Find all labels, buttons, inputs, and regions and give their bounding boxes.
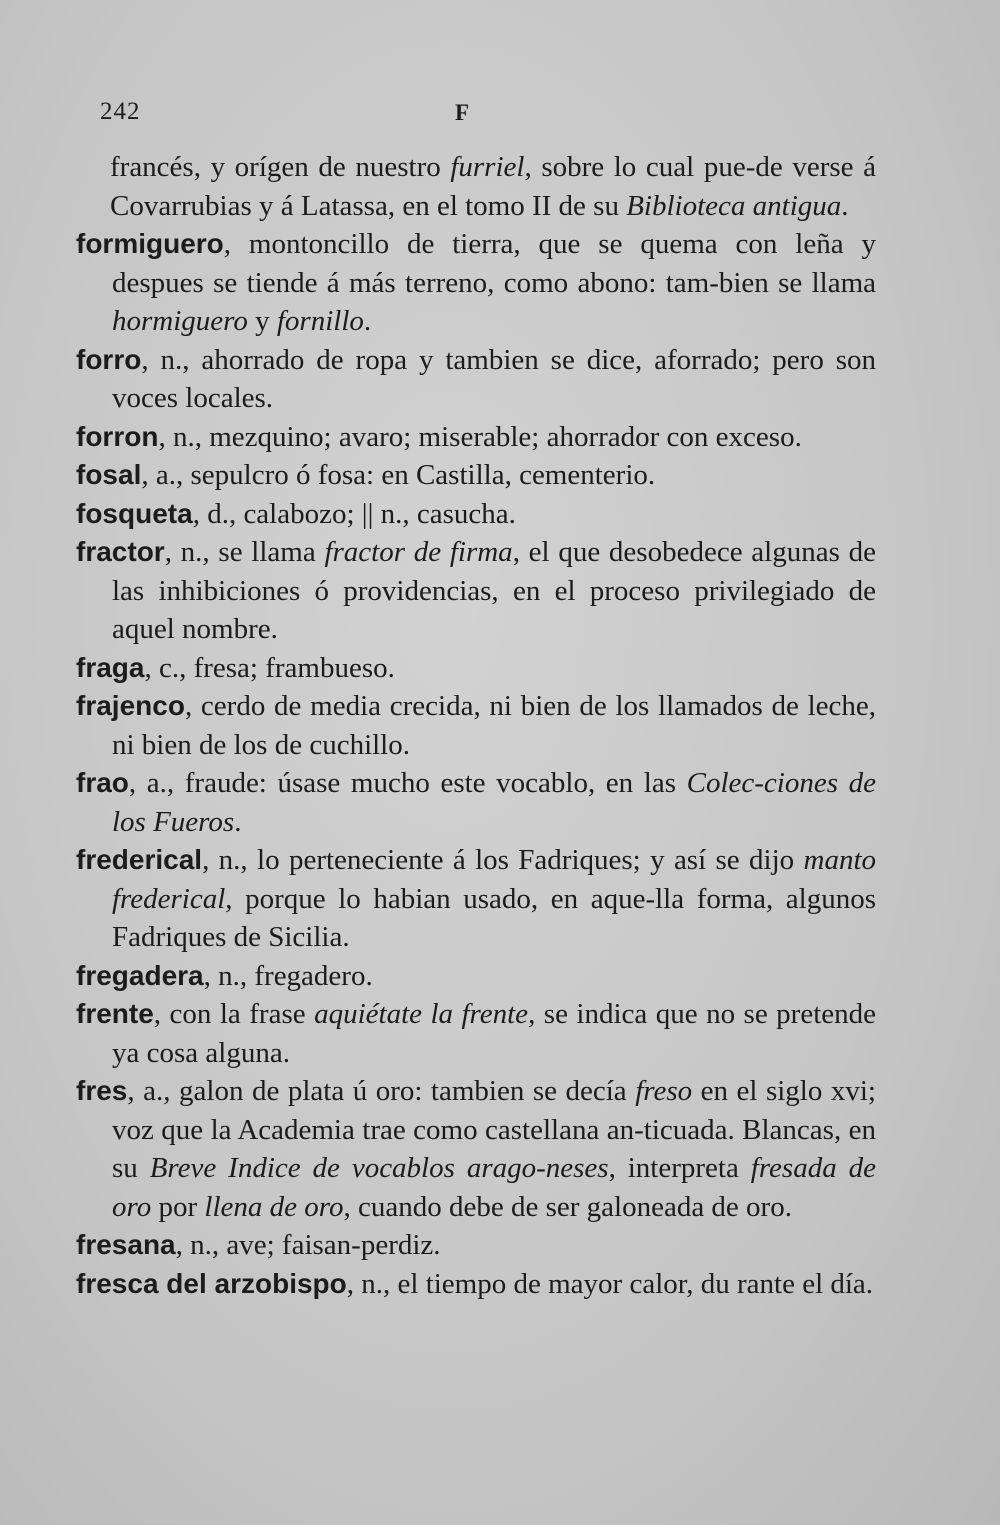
italic-term: llena de oro [204, 1190, 344, 1223]
dictionary-entry [76, 1072, 876, 1226]
italic-term: furriel [450, 151, 525, 183]
entry-headword: forron [76, 420, 159, 452]
italic-term: freso [635, 1075, 693, 1107]
entry-headword: fres [76, 1075, 128, 1106]
entry-text: , cerdo de media crecida, ni bien de los llamados de leche, ni bien de los de cuchillo. [112, 690, 876, 761]
entry-text: . [841, 189, 849, 222]
entry-text: , montoncillo de tierra, que se quema con leña y despues se tiende á más terreno, como abono: tam-bien se llama [112, 228, 876, 299]
italic-term: fresada de oro [112, 1152, 876, 1223]
entry-text: , a., sepulcro ó fosa: en Castilla, cementerio. [141, 459, 656, 491]
entry-text: por [151, 1190, 205, 1223]
dictionary-entry [76, 841, 876, 957]
italic-term: Breve Indice de vocablos arago-neses [149, 1152, 609, 1184]
entry-text: , con la frase [153, 998, 315, 1030]
entry-headword: fractor [76, 536, 165, 567]
entry-headword: frao [76, 767, 129, 798]
entry-list [76, 148, 876, 1303]
dictionary-entry [76, 687, 876, 764]
dictionary-entry [76, 1226, 876, 1265]
dictionary-entry [76, 456, 876, 495]
entry-text: , interpreta [608, 1152, 751, 1184]
section-letter: F [455, 100, 470, 125]
italic-term: fornillo [276, 305, 364, 337]
italic-term: aquiétate la frente [314, 998, 529, 1030]
dictionary-entry-continuation [76, 148, 876, 225]
italic-term: hormiguero [112, 305, 248, 337]
italic-term: Biblioteca antigua [626, 189, 842, 222]
entry-text: , n., se llama [164, 536, 325, 568]
entry-headword: fosqueta [76, 497, 193, 529]
entry-text: . [234, 805, 242, 838]
entry-headword: frederical [76, 844, 203, 875]
entry-headword: forro [76, 343, 142, 375]
entry-headword: formiguero [76, 228, 224, 259]
entry-text: , sobre lo cual pue-de verse á Covarrubias y á Latassa, en el tomo II de su [110, 151, 876, 222]
entry-headword: fosal [76, 459, 142, 490]
entry-text: , porque lo habian usado, en aque-lla forma, algunos Fadriques de Sicilia. [112, 882, 876, 953]
page-number: 242 [100, 98, 141, 125]
entry-text: , el que desobedece algunas de las inhibiciones ó providencias, en el proceso privilegiado de aquel nombre. [112, 536, 876, 645]
entry-text: , a., fraude: úsase mucho este vocablo, en las [128, 767, 687, 799]
dictionary-entry [76, 225, 876, 341]
dictionary-entry [76, 649, 876, 688]
entry-text: , d., calabozo; || n., casucha. [192, 497, 516, 530]
entry-text: , n., ave; faisan-perdiz. [175, 1229, 441, 1261]
page-header [100, 98, 880, 138]
dictionary-entry [76, 995, 876, 1072]
entry-text: , n., lo perteneciente á los Fadriques; y así se dijo [202, 844, 804, 876]
entry-text: , n., ahorrado de ropa y tambien se dice, aforrado; pero son voces locales. [112, 343, 876, 414]
entry-text: , se indica que no se pretende ya cosa alguna. [112, 998, 876, 1069]
entry-headword: fraga [76, 651, 145, 683]
entry-text: y [247, 305, 277, 337]
entry-text: , n., el tiempo de mayor calor, du rante el día. [346, 1267, 874, 1300]
entry-headword: fresana [76, 1229, 176, 1260]
italic-term: Colec-ciones de los Fueros [112, 767, 876, 838]
entry-headword: fresca del arzobispo [76, 1267, 347, 1299]
dictionary-entry [76, 418, 876, 457]
dictionary-entry [76, 533, 876, 649]
entry-text: , c., fresa; frambueso. [144, 651, 395, 684]
dictionary-entry [76, 764, 876, 841]
dictionary-entry [76, 495, 876, 534]
entry-headword: frajenco [76, 690, 185, 721]
entry-headword: fregadera [76, 959, 204, 991]
entry-text: , cuando debe de ser galoneada de oro. [343, 1190, 792, 1223]
entry-text: , a., galon de plata ú oro: tambien se decía [127, 1075, 636, 1107]
dictionary-entry [76, 957, 876, 996]
dictionary-entry [76, 1265, 876, 1304]
entry-text: , n., mezquino; avaro; miserable; ahorrador con exceso. [158, 420, 802, 453]
entry-text: francés, y orígen de nuestro [110, 151, 451, 183]
dictionary-entry [76, 341, 876, 418]
entry-headword: frente [76, 998, 154, 1029]
entry-text: . [363, 305, 372, 337]
entry-text: en el siglo xvi; voz que la Academia trae como castellana an-ticuada. Blancas, en su [112, 1075, 876, 1184]
italic-term: manto frederical [112, 844, 876, 915]
entry-text: , n., fregadero. [203, 959, 373, 992]
italic-term: fractor de firma [324, 536, 513, 568]
